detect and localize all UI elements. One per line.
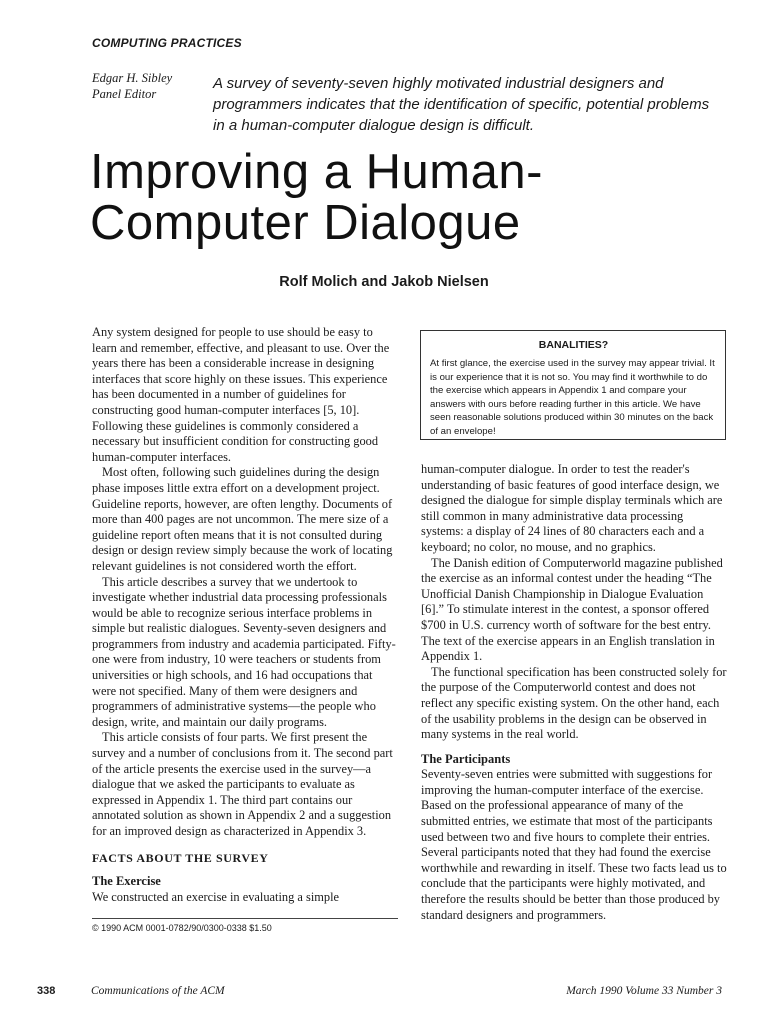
footnote-rule — [92, 918, 398, 919]
page-footer — [0, 985, 768, 999]
section-heading: FACTS ABOUT THE SURVEY — [92, 850, 269, 865]
copyright-notice: © 1990 ACM 0001-0782/90/0300-0338 $1.50 — [92, 923, 272, 933]
subsection-heading: The Exercise — [92, 874, 161, 889]
paragraph: The Danish edition of Computerworld magazine published the exercise as an informal contest under the heading “The Unofficial Danish Championship in Dialogue Evaluation [6].” To stimulate interest in the contest, a sponsor offered $700 in U.S. currency worth of software for the best entry. The text of the exercise appears in an English translation in Appendix 1. — [421, 555, 723, 664]
authors: Rolf Molich and Jakob Nielsen — [279, 274, 489, 290]
section-tag: COMPUTING PRACTICES — [92, 36, 242, 50]
title-line-2: Computer Dialogue — [90, 196, 521, 250]
left-column — [92, 325, 398, 905]
paragraph: The functional specification has been constructed solely for the purpose of the Computerworld contest and does not reflect any specific existing system. On the other hand, each of the usability problems in the design can be observed in many systems in the real world. — [421, 664, 727, 742]
journal-name: Communications of the ACM — [91, 985, 225, 997]
paragraph: Seventy-seven entries were submitted with suggestions for improving the human-computer interface of the exercise. Based on the professional appearance of many of the submitted entries, we estimate that most of the participants used between two and five hours to complete their entries. Several participants noted that they had found the exercise worthwhile and rewarding in itself. These two facts lead us to conclude that the participants were highly motivated, and therefore the results should be better than those produced by standard designers and programmers. — [421, 767, 727, 922]
right-column — [421, 462, 727, 923]
paragraph: This article describes a survey that we undertook to investigate whether industrial data processing professionals would be able to recognize serious interface problems in simple but realistic dialogues. Seventy-seven designers and programmers from industry and academia participated. Fifty-one were from industry, 10 were teachers or students from universities or high schools, and 16 had occupations that were not specified. Many of them were designers and programmers of administrative systems—the people who design, write, and maintain our daily programs. — [92, 574, 396, 729]
article-title — [90, 147, 690, 249]
abstract: A survey of seventy-seven highly motivated industrial designers and programmers indicates that the identification of specific, potential problems in a human-computer dialogue design is difficult. — [213, 75, 710, 134]
paragraph: Most often, following such guidelines during the design phase imposes little extra effort on a development project. Guideline reports, however, are often lengthy. Documents of more than 400 pages are not uncommon. The mere size of a guideline report often means that it is not consulted during design or design review simply because the work of locating relevant guidelines is not considered worth the effort. — [92, 465, 393, 573]
title-line-1: Improving a Human- — [90, 145, 543, 199]
sidebar-box — [420, 330, 726, 440]
paragraph: Any system designed for people to use should be easy to learn and remember, effective, and pleasant to use. Over the years there has been a considerable increase in designing interfaces that score highly on these issues. This experience has been documented in a number of guidelines for constructing good human-computer interfaces [5, 10]. Following these guidelines is commonly considered a necessary but insufficient condition for constructing good human-computer interfaces. — [92, 325, 390, 464]
paragraph: human-computer dialogue. In order to test the reader's understanding of basic features of good interface design, we designed the dialogue for simple display terminals which are still common in many administrative data processing systems: a display of 24 lines of 80 characters each and a keyboard; no color, no mouse, and no graphics. — [421, 462, 723, 554]
editor-role: Panel Editor — [92, 87, 157, 101]
paragraph: This article consists of four parts. We first present the survey and a number of conclusions from it. The second part of the article presents the exercise used in the survey—a dialogue that we asked the participants to evaluate as expressed in Appendix 1. The third part contains our annotated solution as shown in Appendix 2 and a suggestion for an improved design as characterized in Appendix 3. — [92, 730, 393, 838]
subsection-heading: The Participants — [421, 751, 511, 766]
sidebar-title: BANALITIES? — [538, 339, 609, 351]
sidebar-body: At first glance, the exercise used in the survey may appear trivial. It is our experience that it is not so. You may find it worthwhile to do the exercise which appears in Appendix 1 and compare your answers with ours before reading further in this article. We have seen reasonable solutions produced within 30 minutes on the back of an envelope! — [430, 358, 715, 437]
editor-credit — [92, 70, 202, 102]
issue-info: March 1990 Volume 33 Number 3 — [566, 985, 722, 997]
page-number: 338 — [37, 985, 56, 997]
editor-name: Edgar H. Sibley — [92, 71, 173, 85]
paragraph: We constructed an exercise in evaluating a simple — [92, 889, 340, 904]
